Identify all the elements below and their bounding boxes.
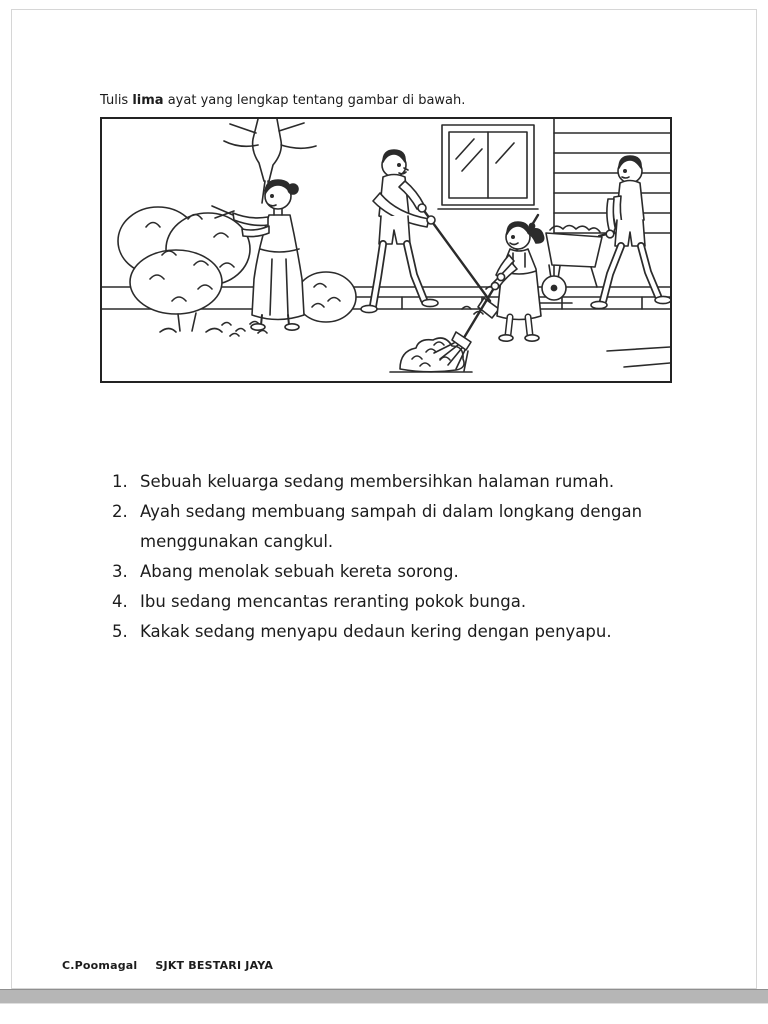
sentence-item [112,617,668,647]
window [438,125,538,209]
sentence-text: Sebuah keluarga sedang membersihkan halaman rumah. [140,472,615,491]
sentence-text: Ibu sedang mencantas reranting pokok bunga. [140,592,527,611]
sentence-list [112,467,668,647]
family-cleaning-yard-illustration [102,119,670,381]
sentence-item [112,587,668,617]
footer-author: C.Poomagal [62,959,138,972]
sentence-text: Kakak sedang menyapu dedaun kering dengan penyapu. [140,622,612,641]
flower-bush [118,207,250,332]
sentence-text: Abang menolak sebuah kereta sorong. [140,562,459,581]
sentence-number: 3. [112,562,128,581]
sentence-number: 5. [112,622,128,641]
instruction-bold-word: lima [132,93,164,108]
sentence-text: Ayah sedang membuang sampah di dalam longkang dengan menggunakan cangkul. [140,502,643,551]
sentence-item [112,497,668,557]
hoe-handle [414,197,490,301]
sentence-item [112,557,668,587]
footer [62,959,273,972]
illustration-frame [100,117,672,383]
instruction-text [100,93,465,108]
sentence-number: 2. [112,502,128,521]
instruction-suffix: ayat yang lengkap tentang gambar di bawah. [163,93,466,108]
father-figure [361,150,519,318]
small-bush [296,272,356,322]
footer-school: SJKT BESTARI JAYA [155,959,274,972]
sentence-number: 1. [112,472,128,491]
sentence-number: 4. [112,592,128,611]
sentence-item [112,467,668,497]
scan-edge-artifact [0,989,768,1004]
instruction-prefix: Tulis [100,93,133,108]
